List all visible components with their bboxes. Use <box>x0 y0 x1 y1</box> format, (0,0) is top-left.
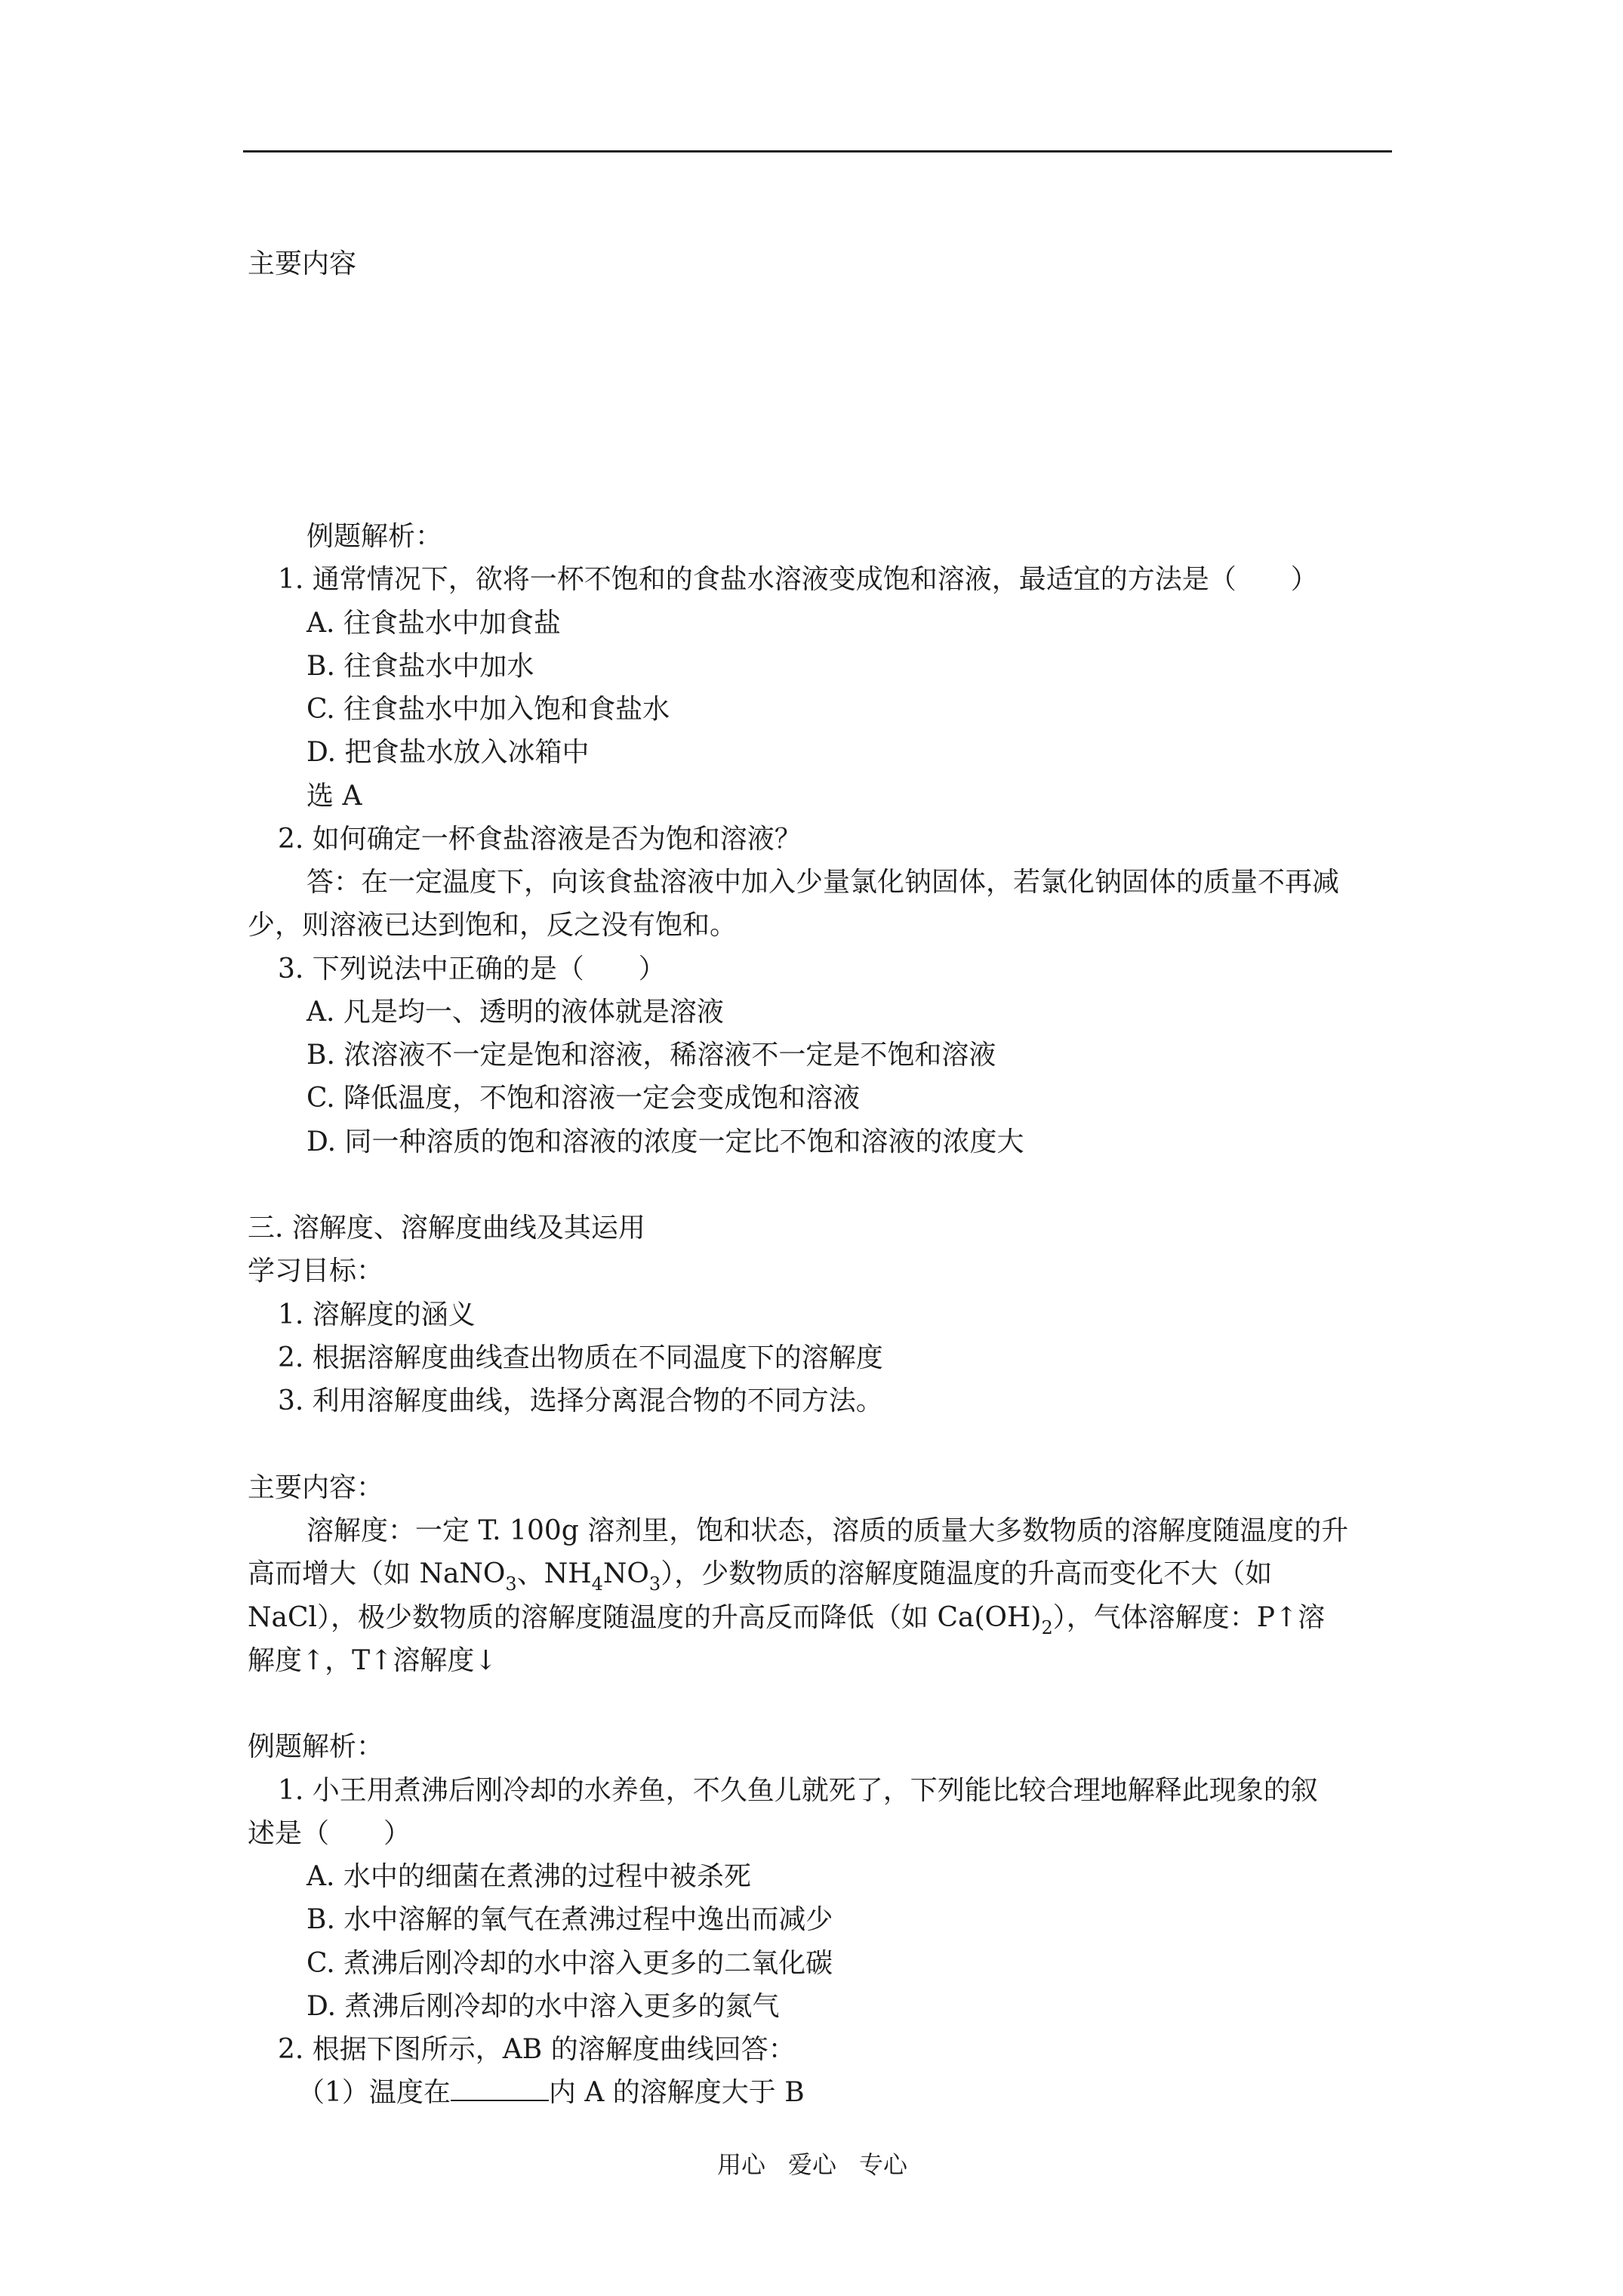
option-b: B. 浓溶液不一定是饱和溶液，稀溶液不一定是不饱和溶液 <box>306 1040 996 1071</box>
paragraph-line: 溶解度：一定 T. 100g 溶剂里，饱和状态，溶质的质量大多数物质的溶解度随温度的升 <box>306 1515 1349 1546</box>
answer: 选 A <box>306 781 362 812</box>
goal-item: 3. 利用溶解度曲线，选择分离混合物的不同方法。 <box>278 1385 883 1416</box>
goals-title: 学习目标： <box>248 1256 384 1287</box>
goal-item: 2. 根据溶解度曲线查出物质在不同温度下的溶解度 <box>278 1342 883 1373</box>
examples-title: 例题解析： <box>306 521 443 552</box>
question-2-stem: 2. 根据下图所示，AB 的溶解度曲线回答： <box>278 2034 796 2065</box>
section-heading: 主要内容 <box>248 248 357 279</box>
goal-item: 1. 溶解度的涵义 <box>278 1299 476 1330</box>
paragraph-line: NaCl），极少数物质的溶解度随温度的升高反而降低（如 $Ca(OH)_2$），气体溶解度：P↑溶 <box>248 1602 1326 1638</box>
section-title: 三. 溶解度、溶解度曲线及其运用 <box>248 1213 645 1244</box>
option-c: C. 降低温度，不饱和溶液一定会变成饱和溶液 <box>306 1083 861 1114</box>
option-a: A. 凡是均一、透明的液体就是溶液 <box>306 997 724 1028</box>
option-d: D. 把食盐水放入冰箱中 <box>306 737 590 768</box>
answer-text: 答：在一定温度下，向该食盐溶液中加入少量氯化钠固体，若氯化钠固体的质量不再减 <box>306 867 1340 898</box>
option-a: A. 往食盐水中加食盐 <box>306 608 561 639</box>
footer-word: 用心 <box>717 2150 766 2179</box>
option-a: A. 水中的细菌在煮沸的过程中被杀死 <box>306 1861 751 1892</box>
question-2-stem: 2. 如何确定一杯食盐溶液是否为饱和溶液？ <box>278 824 802 855</box>
paragraph-line: 高而增大（如 NaNO$_3$、$NH_4NO_3$），少数物质的溶解度随温度的升高而变化不大（如 <box>248 1558 1273 1595</box>
question-3-stem: 3. 下列说法中正确的是（ ） <box>278 954 666 985</box>
option-b: B. 往食盐水中加水 <box>306 651 534 682</box>
footer-motto <box>717 2146 906 2180</box>
option-c: C. 煮沸后刚冷却的水中溶入更多的二氧化碳 <box>306 1948 833 1979</box>
sub-question-1: （1）温度在 内 A 的溶解度大于 B <box>297 2077 805 2108</box>
paragraph-line: 解度↑，T↑溶解度↓ <box>248 1645 497 1676</box>
option-d: D. 同一种溶质的饱和溶液的浓度一定比不饱和溶液的浓度大 <box>306 1126 1024 1157</box>
option-c: C. 往食盐水中加入饱和食盐水 <box>306 694 670 725</box>
answer-text-continued: 少，则溶液已达到饱和，反之没有饱和。 <box>248 910 738 941</box>
header-rule <box>243 150 1392 153</box>
option-d: D. 煮沸后刚冷却的水中溶入更多的氮气 <box>306 1991 780 2022</box>
content-title: 主要内容： <box>248 1472 384 1503</box>
examples-title: 例题解析： <box>248 1731 384 1762</box>
footer-word: 爱心 <box>788 2150 837 2179</box>
question-1-stem-continued: 述是（ ） <box>248 1818 411 1849</box>
fill-in-blank[interactable] <box>451 2077 549 2101</box>
option-b: B. 水中溶解的氧气在煮沸过程中逸出而减少 <box>306 1904 833 1935</box>
question-1-stem: 1. 通常情况下，欲将一杯不饱和的食盐水溶液变成饱和溶液，最适宜的方法是（ ） <box>278 564 1318 595</box>
footer-word: 专心 <box>859 2150 908 2179</box>
question-1-stem: 1. 小王用煮沸后刚冷却的水养鱼，不久鱼儿就死了，下列能比较合理地解释此现象的叙 <box>278 1775 1318 1806</box>
